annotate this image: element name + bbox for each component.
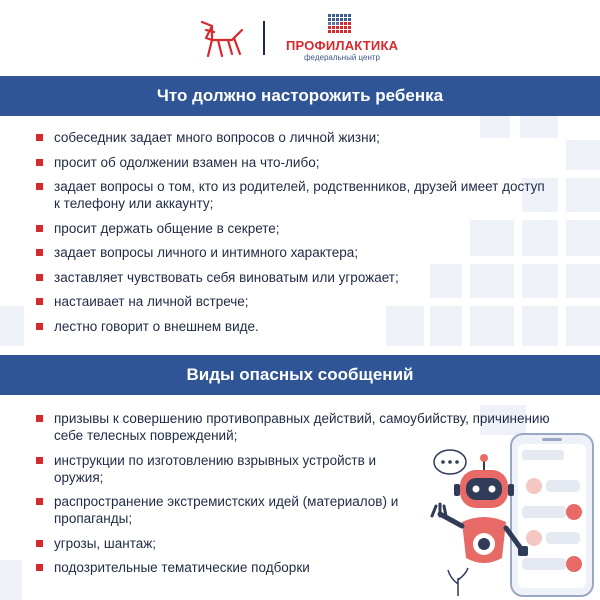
header [0, 0, 600, 72]
phone-icon [511, 434, 593, 596]
list-item-text: распространение экстремистских идей (материалов) и пропаганды; [54, 494, 399, 526]
list-item-text: настаивает на личной встрече; [54, 294, 249, 309]
bullet-icon [36, 540, 43, 547]
list-item-text: призывы к совершению противоправных действий, самоубийству, причинению себе телесных повреждений; [54, 411, 550, 443]
bullet-icon [36, 134, 43, 141]
list-item [36, 178, 546, 212]
bullet-icon [36, 323, 43, 330]
brand-subtitle: федеральный центр [303, 53, 381, 62]
list-item-text: лестно говорит о внешнем виде. [54, 318, 259, 334]
bullet-icon [36, 564, 43, 571]
list-item-text: собеседник задает много вопросов о личной жизни; [54, 130, 380, 145]
list-item [36, 493, 414, 527]
header-divider [263, 21, 265, 55]
list-item [36, 318, 546, 335]
flag-logo-icon [328, 14, 354, 36]
bullet-icon [36, 225, 43, 232]
section1-title: Что должно насторожить ребенка [0, 76, 600, 116]
list-item [36, 293, 546, 310]
bullet-icon [36, 274, 43, 281]
list-item [36, 129, 546, 146]
list-item-text: инструкции по изготовлению взрывных устройств и оружия; [54, 452, 377, 485]
list-item-text: задает вопросы личного и интимного характера; [54, 245, 359, 260]
list-item-text: заставляет чувствовать себя виноватым или угрожает; [54, 269, 399, 285]
bullet-icon [36, 498, 43, 505]
chat-bubble-icon [434, 450, 466, 474]
robot-phone-illustration [418, 428, 600, 600]
list-item [36, 452, 429, 486]
list-item [36, 269, 546, 286]
bullet-icon [36, 415, 43, 422]
list-item-text: подозрительные тематические подборки [54, 560, 310, 575]
brand-title: ПРОФИЛАКТИКА [286, 38, 399, 53]
section1-list [36, 129, 546, 342]
list-item-text: задает вопросы о том, кто из родителей, родственников, друзей имеет доступ к телефону или аккаунту; [54, 179, 545, 211]
list-item [36, 244, 546, 261]
list-item-text: угрозы, шантаж; [54, 535, 157, 551]
bullet-icon [36, 159, 43, 166]
bullet-icon [36, 298, 43, 305]
list-item [36, 220, 546, 237]
bullet-icon [36, 457, 43, 464]
chair-logo-icon [198, 18, 246, 58]
bullet-icon [36, 249, 43, 256]
list-item-text: просит об одолжении взамен на что-либо; [54, 154, 320, 170]
list-item [36, 154, 546, 171]
section2-title: Виды опасных сообщений [0, 355, 600, 395]
list-item-text: просит держать общение в секрете; [54, 220, 280, 236]
bullet-icon [36, 183, 43, 190]
